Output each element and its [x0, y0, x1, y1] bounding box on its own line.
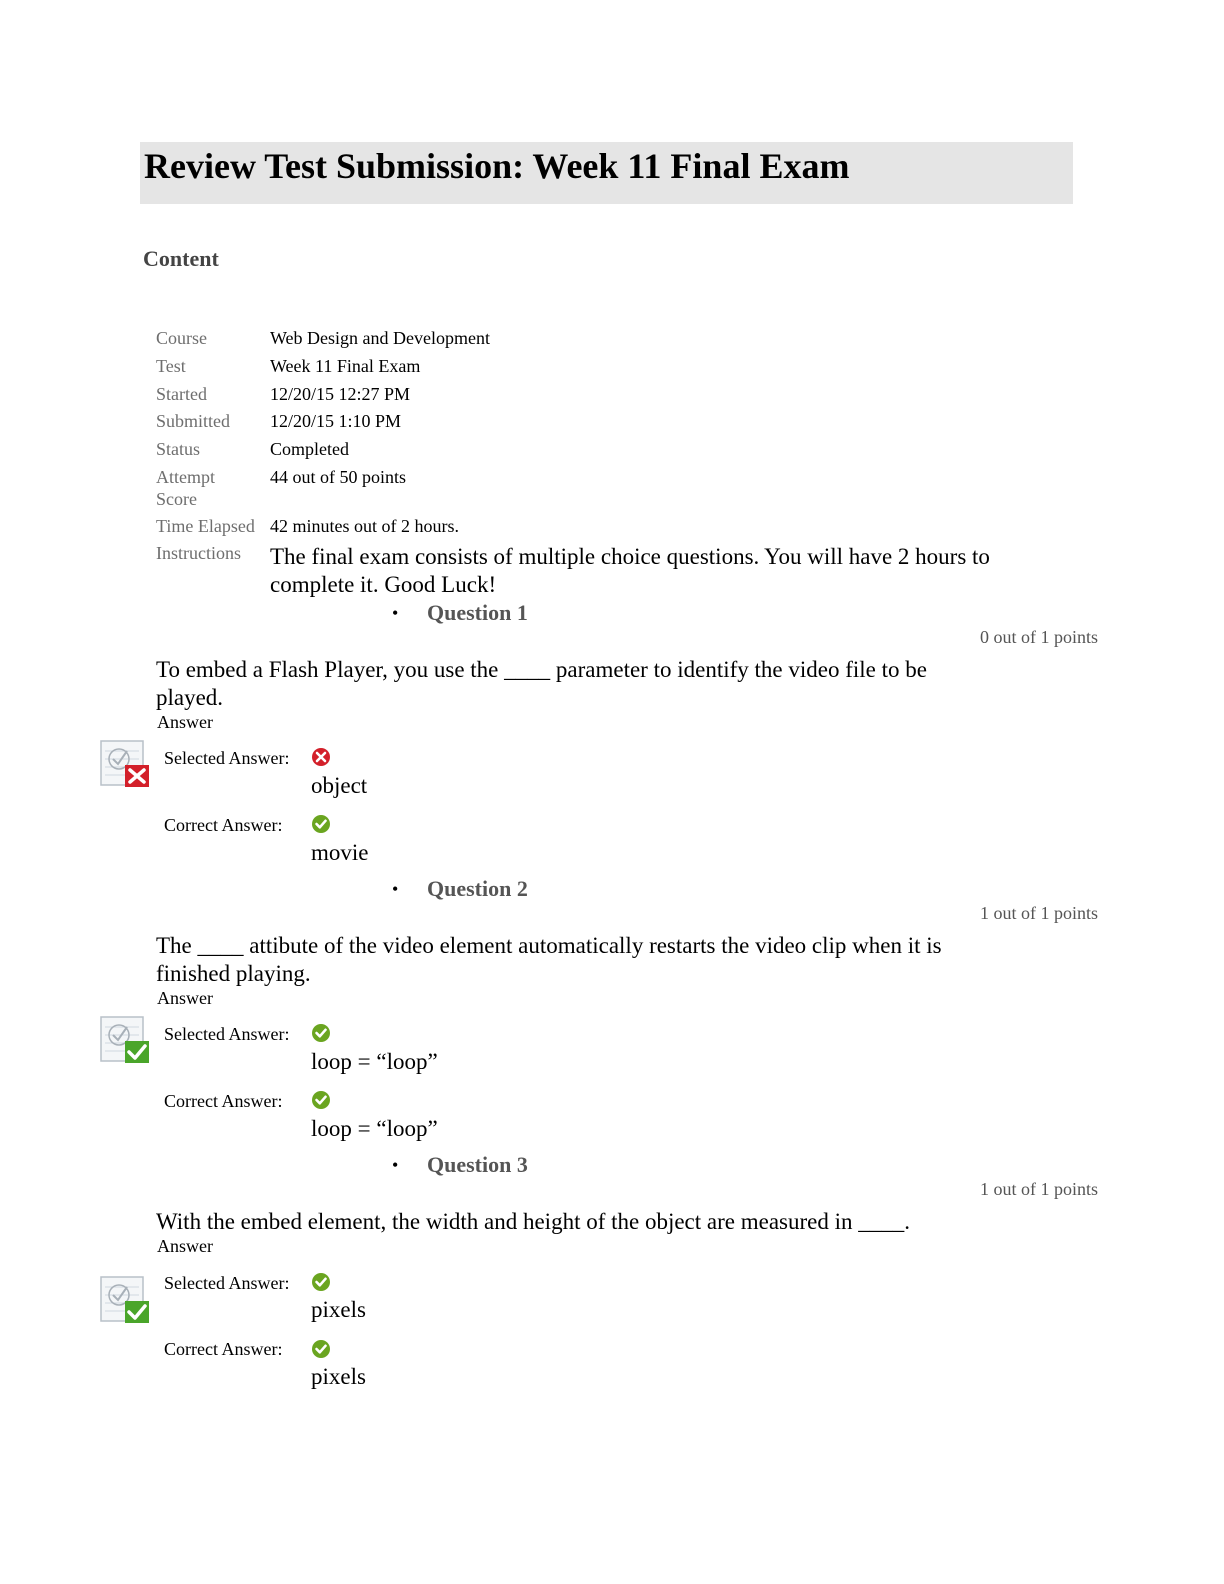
correct-answer-label: Correct Answer:: [164, 1091, 283, 1111]
answer-heading: Answer: [157, 712, 213, 732]
selected-answer-value: loop = “loop”: [311, 1049, 438, 1074]
page-title: Review Test Submission: Week 11 Final Exam: [144, 146, 850, 186]
submitted-value: 12/20/15 1:10 PM: [270, 411, 402, 431]
correct-answer-label: Correct Answer:: [164, 1339, 283, 1359]
graded-correct-icon: [99, 1015, 151, 1065]
question-title: Question 1: [427, 600, 528, 625]
question-points: 1 out of 1 points: [979, 903, 1098, 923]
answer-heading: Answer: [157, 1236, 213, 1256]
test-value: Week 11 Final Exam: [270, 356, 421, 376]
question-title: Question 2: [427, 876, 528, 901]
answer-heading: Answer: [157, 988, 213, 1008]
status-value: Completed: [270, 439, 349, 459]
question-title: Question 3: [427, 1152, 528, 1177]
started-label: Started: [156, 384, 207, 404]
course-value: Web Design and Development: [270, 328, 490, 348]
submitted-label: Submitted: [156, 411, 231, 431]
selected-answer-label: Selected Answer:: [164, 1024, 290, 1044]
question-text: To embed a Flash Player, you use the ____ parameter to identify the video file to be played.: [156, 657, 927, 710]
question-points: 1 out of 1 points: [979, 1179, 1098, 1199]
green-check-circle-icon: [311, 1339, 331, 1359]
red-x-circle-icon: [311, 747, 331, 767]
graded-incorrect-icon: [99, 739, 151, 789]
correct-answer-value: pixels: [311, 1364, 366, 1389]
selected-answer-label: Selected Answer:: [164, 748, 290, 768]
attempt-score-label: Attempt Score: [156, 467, 215, 509]
time-elapsed-label: Time Elapsed: [156, 516, 255, 536]
attempt-score-value: 44 out of 50 points: [270, 467, 407, 487]
selected-answer-value: object: [311, 773, 368, 798]
green-check-circle-icon: [311, 1272, 331, 1292]
correct-answer-value: movie: [311, 840, 369, 865]
content-heading: Content: [143, 246, 219, 271]
question-bullet: •: [392, 1155, 399, 1175]
selected-answer-value: pixels: [311, 1297, 366, 1322]
question-text: The ____ attibute of the video element automatically restarts the video clip when it is finished playing.: [156, 933, 942, 986]
course-label: Course: [156, 328, 207, 348]
instructions-value: The final exam consists of multiple choice questions. You will have 2 hours to complete it. Good Luck!: [270, 544, 990, 597]
time-elapsed-value: 42 minutes out of 2 hours.: [270, 516, 459, 536]
green-check-circle-icon: [311, 814, 331, 834]
question-text: With the embed element, the width and height of the object are measured in ____.: [156, 1209, 911, 1234]
test-label: Test: [156, 356, 186, 376]
question-bullet: •: [392, 879, 399, 899]
green-check-circle-icon: [311, 1023, 331, 1043]
question-bullet: •: [392, 603, 399, 623]
correct-answer-value: loop = “loop”: [311, 1116, 438, 1141]
page-title-bar: [140, 142, 1073, 204]
correct-answer-label: Correct Answer:: [164, 815, 283, 835]
instructions-label: Instructions: [156, 543, 241, 563]
green-check-circle-icon: [311, 1090, 331, 1110]
graded-correct-icon: [99, 1275, 151, 1325]
question-points: 0 out of 1 points: [979, 627, 1098, 647]
selected-answer-label: Selected Answer:: [164, 1273, 290, 1293]
status-label: Status: [156, 439, 201, 459]
started-value: 12/20/15 12:27 PM: [270, 384, 411, 404]
